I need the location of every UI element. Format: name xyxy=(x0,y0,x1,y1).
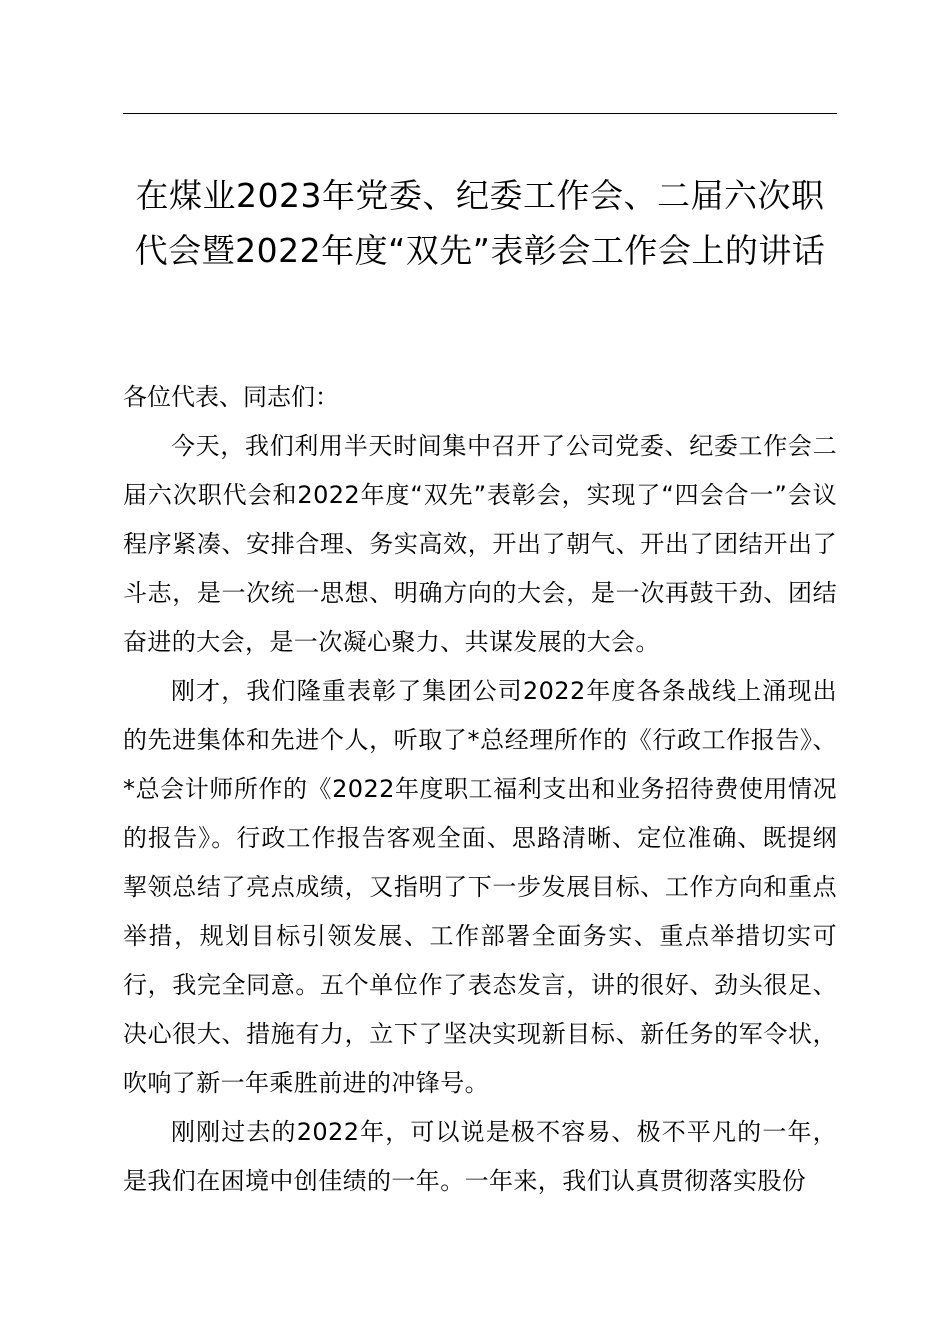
salutation: 各位代表、同志们： xyxy=(123,383,339,411)
paragraph-review: 刚刚过去的2022年，可以说是极不容易、极不平凡的一年，是我们在困境中创佳绩的一年。一年来，我们认真贯彻落实股份 xyxy=(123,1118,837,1195)
paragraph-reports: 刚才，我们隆重表彰了集团公司2022年度各条战线上涌现出的先进集体和先进个人，听取了*总经理所作的《行政工作报告》、*总会计师所作的《2022年度职工福利支出和业务招待费使用情况的报告》。行政工作报告客观全面、思路清晰、定位准确、既提纲挈领总结了亮点成绩，又指明了下一步发展目标、工作方向和重点举措，规划目标引领发展、工作部署全面务实、重点举措切实可行，我完全同意。五个单位作了表态发言，讲的很好、劲头很足、决心很大、措施有力，立下了坚决实现新目标、新任务的军令状，吹响了新一年乘胜前进的冲锋号。 xyxy=(123,677,837,1097)
header-rule xyxy=(123,113,837,114)
document-title: 在煤业2023年党委、纪委工作会、二届六次职代会暨2022年度“双先”表彰会工作会上的讲话 xyxy=(134,176,826,270)
document-body xyxy=(123,373,837,1206)
paragraph-opening: 今天，我们利用半天时间集中召开了公司党委、纪委工作会二届六次职代会和2022年度“双先”表彰会，实现了“四会合一”会议程序紧凑、安排合理、务实高效，开出了朝气、开出了团结开出了斗志，是一次统一思想、明确方向的大会，是一次再鼓干劲、团结奋进的大会，是一次凝心聚力、共谋发展的大会。 xyxy=(123,432,837,656)
